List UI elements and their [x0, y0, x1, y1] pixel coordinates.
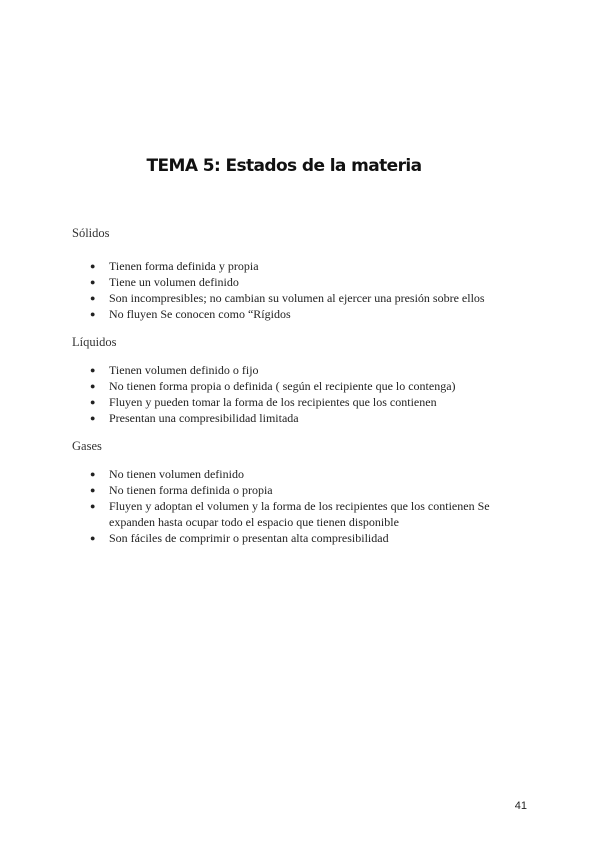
- bullet-icon: ●: [90, 469, 96, 479]
- list-item-text: Tiene un volumen definido: [109, 275, 239, 289]
- list-item: [72, 290, 512, 306]
- section-gases: [72, 438, 512, 546]
- list-item-text: Fluyen y pueden tomar la forma de los recipientes que los contienen: [109, 395, 437, 409]
- bullet-list: [72, 362, 512, 426]
- list-item: [72, 466, 512, 482]
- list-item-text: Tienen forma definida y propia: [109, 259, 259, 273]
- section-heading: Sólidos: [72, 226, 110, 240]
- list-item: [72, 258, 512, 274]
- list-item: [72, 482, 512, 498]
- bullet-icon: ●: [90, 309, 96, 319]
- bullet-icon: ●: [90, 365, 96, 375]
- list-item-text: Fluyen y adoptan el volumen y la forma de los recipientes que los contienen Se expanden hasta ocupar todo el espacio que tienen disponible: [109, 499, 490, 529]
- list-item-text: Presentan una compresibilidad limitada: [109, 411, 299, 425]
- bullet-icon: ●: [90, 501, 96, 511]
- section-liquidos: [72, 334, 512, 426]
- bullet-icon: ●: [90, 381, 96, 391]
- bullet-list: [72, 466, 512, 546]
- list-item: [72, 530, 512, 546]
- bullet-icon: ●: [90, 277, 96, 287]
- page-title: TEMA 5: Estados de la materia: [146, 156, 422, 176]
- bullet-icon: ●: [90, 485, 96, 495]
- list-item: [72, 498, 512, 530]
- list-item-text: No tienen forma definida o propia: [109, 483, 273, 497]
- list-item: [72, 378, 512, 394]
- list-item-text: Son incompresibles; no cambian su volumen al ejercer una presión sobre ellos: [109, 291, 485, 305]
- bullet-list: [72, 258, 512, 322]
- list-item: [72, 410, 512, 426]
- list-item-text: Tienen volumen definido o fijo: [109, 363, 259, 377]
- page-number: 41: [514, 800, 527, 812]
- list-item: [72, 306, 512, 322]
- bullet-icon: ●: [90, 397, 96, 407]
- list-item: [72, 394, 512, 410]
- list-item: [72, 362, 512, 378]
- section-solidos: [72, 225, 512, 322]
- list-item: [72, 274, 512, 290]
- section-heading: Líquidos: [72, 335, 117, 349]
- list-item-text: No fluyen Se conocen como “Rígidos: [109, 307, 291, 321]
- section-heading: Gases: [72, 439, 102, 453]
- bullet-icon: ●: [90, 533, 96, 543]
- list-item-text: Son fáciles de comprimir o presentan alta compresibilidad: [109, 531, 389, 545]
- bullet-icon: ●: [90, 261, 96, 271]
- list-item-text: No tienen volumen definido: [109, 467, 244, 481]
- bullet-icon: ●: [90, 293, 96, 303]
- bullet-icon: ●: [90, 413, 96, 423]
- list-item-text: No tienen forma propia o definida ( según el recipiente que lo contenga): [109, 379, 456, 393]
